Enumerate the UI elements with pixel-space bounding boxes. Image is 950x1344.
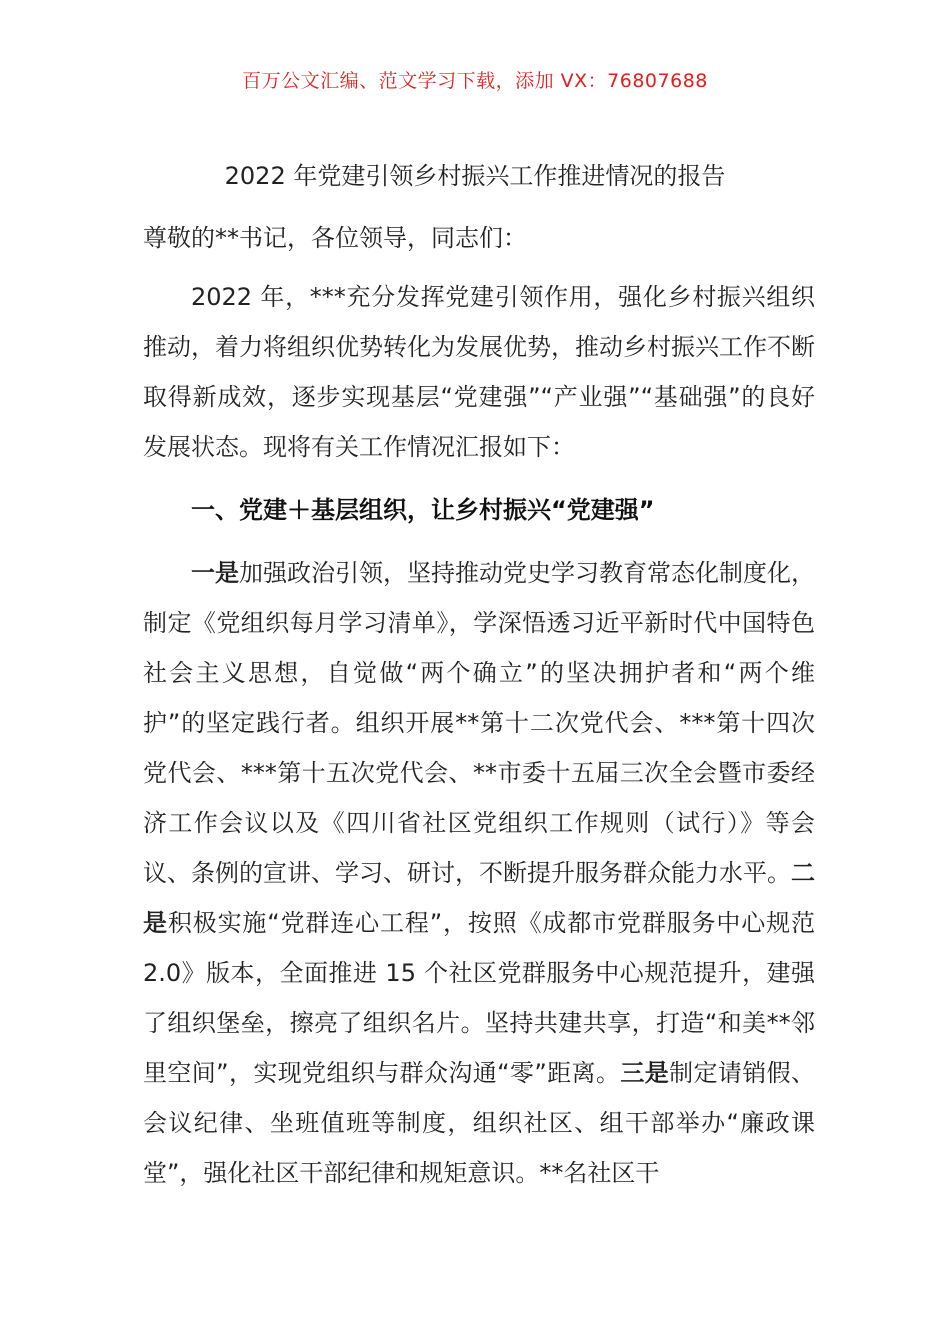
point-one-text: 加强政治引领，坚持推动党史学习教育常态化制度化，制定《党组织每月学习清单》，学深悟透习近平新时代中国特色社会主义思想，自觉做“两个确立”的坚决拥护者和“两个维护”的坚定践行者。组织开展**第十二次党代会、***第十四次党代会、***第十五次党代会、**市委十五届三次全会暨市委经济工作会议以及《四川省社区党组织工作规则（试行）》等会议、条例的宣讲、学习、研讨，不断提升服务群众能力水平。 [143,559,815,887]
salutation: 尊敬的**书记，各位领导，同志们： [143,224,527,252]
point-three-lead: 三是 [620,1059,670,1087]
point-one-lead: 一是 [191,559,239,587]
point-two-text: 积极实施“党群连心工程”，按照《成都市党群服务中心规范 2.0》版本，全面推进 15 个社区党群服务中心规范提升，建强了组织堡垒，擦亮了组织名片。坚持共建共享，打造“和美**邻里空间”，实现党组织与群众沟通“零”距离。 [143,909,815,1087]
point-three-text: 制定请销假、会议纪律、坐班值班等制度，组织社区、组干部举办“廉政课堂”，强化社区干部纪律和规矩意识。**名社区干 [143,1059,816,1187]
header-watermark-note: 百万公文汇编、范文学习下载，添加 VX：76807688 [242,70,708,92]
point-two-lead: 二是 [143,859,815,937]
document-title: 2022 年党建引领乡村振兴工作推进情况的报告 [224,162,726,190]
intro-paragraph: 2022 年，***充分发挥党建引领作用，强化乡村振兴组织推动，着力将组织优势转化为发展优势，推动乡村振兴工作不断取得新成效，逐步实现基层“党建强”“产业强”“基础强”的良好发展状态。现将有关工作情况汇报如下： [143,283,815,461]
section-1-body [143,548,815,1198]
section-heading-1: 一、党建＋基层组织，让乡村振兴“党建强” [191,496,655,524]
